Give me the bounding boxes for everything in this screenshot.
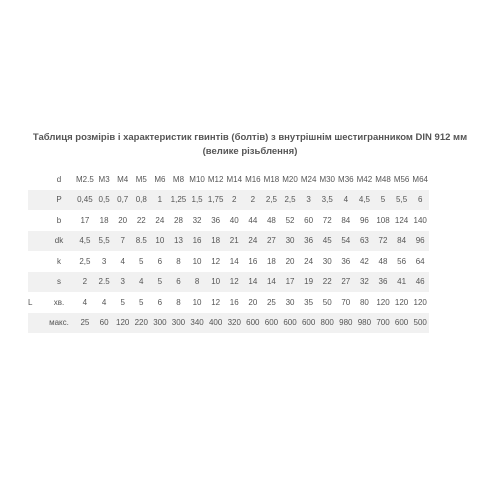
table-cell: 18 bbox=[99, 215, 109, 225]
table-cell: 140 bbox=[413, 215, 427, 225]
table-row bbox=[28, 231, 429, 252]
row-label: P bbox=[43, 190, 75, 211]
row-label: d bbox=[56, 174, 62, 184]
table-cell: 2,5 bbox=[281, 190, 300, 211]
table-cell: 80 bbox=[359, 297, 369, 307]
row-group-label bbox=[28, 272, 43, 293]
table-cell: 980 bbox=[337, 313, 356, 334]
table-cell: 27 bbox=[337, 272, 356, 293]
table-cell: 108 bbox=[376, 215, 390, 225]
table-cell: 14 bbox=[244, 272, 263, 293]
table-cell: M8 bbox=[172, 174, 185, 184]
table-cell: 60 bbox=[304, 215, 314, 225]
table-cell: 4,5 bbox=[75, 231, 95, 252]
table-cell: 32 bbox=[192, 215, 202, 225]
table-cell: 10 bbox=[192, 256, 202, 266]
table-cell: 980 bbox=[355, 313, 374, 334]
table-cell: 5 bbox=[374, 190, 393, 211]
table-cell: 4 bbox=[82, 297, 88, 307]
table-cell: 70 bbox=[341, 297, 351, 307]
table-row bbox=[28, 292, 429, 313]
table-cell: 120 bbox=[113, 313, 132, 334]
table-cell: M16 bbox=[245, 174, 261, 184]
table-cell: 42 bbox=[359, 256, 369, 266]
table-cell: 48 bbox=[378, 256, 388, 266]
table-cell: 124 bbox=[394, 215, 409, 225]
table-cell: 2,5 bbox=[262, 190, 281, 211]
table-cell: 0,5 bbox=[95, 190, 114, 211]
table-cell: 6 bbox=[411, 190, 430, 211]
table-cell: 2 bbox=[244, 190, 263, 211]
table-row bbox=[28, 313, 429, 334]
table-cell: 10 bbox=[206, 272, 225, 293]
table-cell: 35 bbox=[304, 297, 314, 307]
table-cell: 1,5 bbox=[188, 190, 207, 211]
table-cell: M14 bbox=[226, 174, 243, 184]
table-cell: 5 bbox=[120, 297, 125, 307]
table-cell: M3 bbox=[98, 174, 110, 184]
table-cell: 45 bbox=[318, 231, 337, 252]
table-cell: M12 bbox=[207, 174, 224, 184]
table-cell: 2,5 bbox=[79, 256, 91, 266]
table-cell: 20 bbox=[248, 297, 258, 307]
table-cell: 220 bbox=[132, 313, 151, 334]
table-cell: 30 bbox=[322, 256, 332, 266]
row-group-label bbox=[28, 190, 43, 211]
table-cell: 600 bbox=[244, 313, 263, 334]
table-cell: M20 bbox=[282, 174, 298, 184]
table-cell: 12 bbox=[225, 272, 244, 293]
table-cell: M18 bbox=[263, 174, 280, 184]
size-table-body bbox=[28, 169, 429, 333]
table-cell: 8 bbox=[176, 297, 181, 307]
table-cell: M10 bbox=[189, 174, 205, 184]
table-cell: 1,75 bbox=[206, 190, 225, 211]
table-cell: 36 bbox=[374, 272, 393, 293]
table-cell: 1,25 bbox=[169, 190, 188, 211]
row-label: k bbox=[57, 256, 61, 266]
table-cell: 300 bbox=[169, 313, 188, 334]
table-cell: 18 bbox=[206, 231, 225, 252]
table-cell: 56 bbox=[397, 256, 407, 266]
table-cell: 16 bbox=[229, 297, 239, 307]
table-cell: 8 bbox=[176, 256, 181, 266]
table-cell: 17 bbox=[281, 272, 300, 293]
table-cell: 21 bbox=[225, 231, 244, 252]
table-cell: 320 bbox=[225, 313, 244, 334]
table-cell: 400 bbox=[206, 313, 225, 334]
table-cell: 24 bbox=[244, 231, 263, 252]
table-row bbox=[28, 251, 429, 272]
table-cell: M2.5 bbox=[76, 174, 94, 184]
row-label: b bbox=[56, 215, 62, 225]
table-cell: 18 bbox=[266, 256, 276, 266]
table-row bbox=[28, 272, 429, 293]
table-cell: 63 bbox=[355, 231, 374, 252]
row-group-label bbox=[28, 251, 43, 272]
table-cell: 27 bbox=[262, 231, 281, 252]
table-cell: 96 bbox=[359, 215, 369, 225]
table-cell: 5,5 bbox=[392, 190, 411, 211]
table-cell: 10 bbox=[192, 297, 202, 307]
table-cell: 4 bbox=[101, 297, 107, 307]
table-cell: 6 bbox=[169, 272, 188, 293]
table-cell: 60 bbox=[95, 313, 114, 334]
table-cell: 0,8 bbox=[132, 190, 151, 211]
table-cell: 46 bbox=[411, 272, 430, 293]
table-cell: 19 bbox=[299, 272, 318, 293]
table-cell: M30 bbox=[319, 174, 335, 184]
table-cell: M6 bbox=[154, 174, 166, 184]
table-cell: 24 bbox=[155, 215, 165, 225]
table-cell: 14 bbox=[262, 272, 281, 293]
row-group-label bbox=[28, 169, 43, 190]
table-cell: 32 bbox=[355, 272, 374, 293]
table-cell: M24 bbox=[300, 174, 317, 184]
table-cell: 72 bbox=[374, 231, 393, 252]
table-cell: 7 bbox=[113, 231, 132, 252]
table-cell: 96 bbox=[411, 231, 430, 252]
table-cell: M64 bbox=[412, 174, 428, 184]
table-cell: 5 bbox=[139, 297, 144, 307]
table-cell: 4 bbox=[120, 256, 125, 266]
table-cell: 50 bbox=[322, 297, 332, 307]
table-cell: 6 bbox=[157, 256, 163, 266]
table-title: Таблиця розмірів і характеристик гвинтів (болтів) з внутрішнім шестигранником DIN 912 мм (велике різьблення) bbox=[32, 132, 468, 157]
table-cell: 12 bbox=[211, 256, 221, 266]
table-cell: 3 bbox=[113, 272, 132, 293]
table-cell: 5 bbox=[139, 256, 144, 266]
size-table bbox=[28, 169, 429, 333]
table-cell: 4 bbox=[132, 272, 151, 293]
row-label: хв. bbox=[53, 297, 65, 307]
table-cell: 5 bbox=[151, 272, 170, 293]
table-cell: 16 bbox=[188, 231, 207, 252]
table-cell: 24 bbox=[304, 256, 314, 266]
table-cell: 300 bbox=[151, 313, 170, 334]
table-cell: 800 bbox=[318, 313, 337, 334]
row-group-label bbox=[28, 210, 43, 231]
table-cell: 2 bbox=[225, 190, 244, 211]
table-cell: M48 bbox=[375, 174, 391, 184]
table-cell: 28 bbox=[174, 215, 183, 225]
row-group-label bbox=[28, 313, 43, 334]
table-cell: 22 bbox=[318, 272, 337, 293]
table-cell: 17 bbox=[80, 215, 90, 225]
table-cell: M5 bbox=[135, 174, 147, 184]
table-cell: 600 bbox=[262, 313, 281, 334]
table-cell: M42 bbox=[356, 174, 373, 184]
table-cell: 600 bbox=[392, 313, 411, 334]
table-cell: 25 bbox=[266, 297, 276, 307]
table-cell: 4,5 bbox=[355, 190, 374, 211]
row-label: dk bbox=[43, 231, 75, 252]
table-cell: 3 bbox=[299, 190, 318, 211]
table-cell: 3 bbox=[101, 256, 107, 266]
table-cell: 25 bbox=[75, 313, 95, 334]
table-cell: 20 bbox=[285, 256, 295, 266]
row-group-label: L bbox=[28, 297, 33, 307]
table-cell: 84 bbox=[392, 231, 411, 252]
table-cell: 120 bbox=[394, 297, 409, 307]
table-cell: 8.5 bbox=[132, 231, 151, 252]
table-cell: 52 bbox=[285, 215, 295, 225]
table-cell: 4 bbox=[337, 190, 356, 211]
table-cell: 0,45 bbox=[75, 190, 95, 211]
table-cell: 8 bbox=[188, 272, 207, 293]
table-cell: 0,7 bbox=[113, 190, 132, 211]
table-cell: 14 bbox=[229, 256, 239, 266]
table-cell: 5,5 bbox=[95, 231, 114, 252]
table-cell: 12 bbox=[211, 297, 221, 307]
table-cell: 16 bbox=[248, 256, 258, 266]
table-cell: 84 bbox=[341, 215, 351, 225]
table-cell: 36 bbox=[299, 231, 318, 252]
table-cell: M36 bbox=[338, 174, 354, 184]
table-cell: 700 bbox=[374, 313, 393, 334]
table-cell: 36 bbox=[341, 256, 351, 266]
table-cell: 600 bbox=[281, 313, 300, 334]
table-cell: 41 bbox=[392, 272, 411, 293]
table-row bbox=[28, 169, 429, 190]
table-row bbox=[28, 210, 429, 231]
table-row bbox=[28, 190, 429, 211]
table-cell: 36 bbox=[211, 215, 221, 225]
table-cell: 120 bbox=[376, 297, 390, 307]
table-cell: 2 bbox=[75, 272, 95, 293]
table-cell: 44 bbox=[248, 215, 258, 225]
table-cell: 72 bbox=[322, 215, 332, 225]
row-label: макс. bbox=[43, 313, 75, 334]
table-cell: 13 bbox=[169, 231, 188, 252]
table-cell: 64 bbox=[415, 256, 425, 266]
table-cell: M56 bbox=[393, 174, 410, 184]
table-cell: 30 bbox=[281, 231, 300, 252]
table-cell: 2.5 bbox=[95, 272, 114, 293]
table-cell: 1 bbox=[151, 190, 170, 211]
table-cell: 6 bbox=[157, 297, 163, 307]
table-cell: 40 bbox=[229, 215, 239, 225]
table-cell: 3,5 bbox=[318, 190, 337, 211]
table-cell: 10 bbox=[151, 231, 170, 252]
table-cell: 22 bbox=[136, 215, 146, 225]
table-cell: 340 bbox=[188, 313, 207, 334]
table-cell: M4 bbox=[117, 174, 129, 184]
table-cell: 120 bbox=[413, 297, 427, 307]
table-cell: 54 bbox=[337, 231, 356, 252]
table-cell: 30 bbox=[285, 297, 295, 307]
row-group-label bbox=[28, 231, 43, 252]
table-cell: 48 bbox=[266, 215, 276, 225]
row-label: s bbox=[43, 272, 75, 293]
table-cell: 600 bbox=[299, 313, 318, 334]
table-cell: 20 bbox=[118, 215, 128, 225]
table-cell: 500 bbox=[411, 313, 430, 334]
